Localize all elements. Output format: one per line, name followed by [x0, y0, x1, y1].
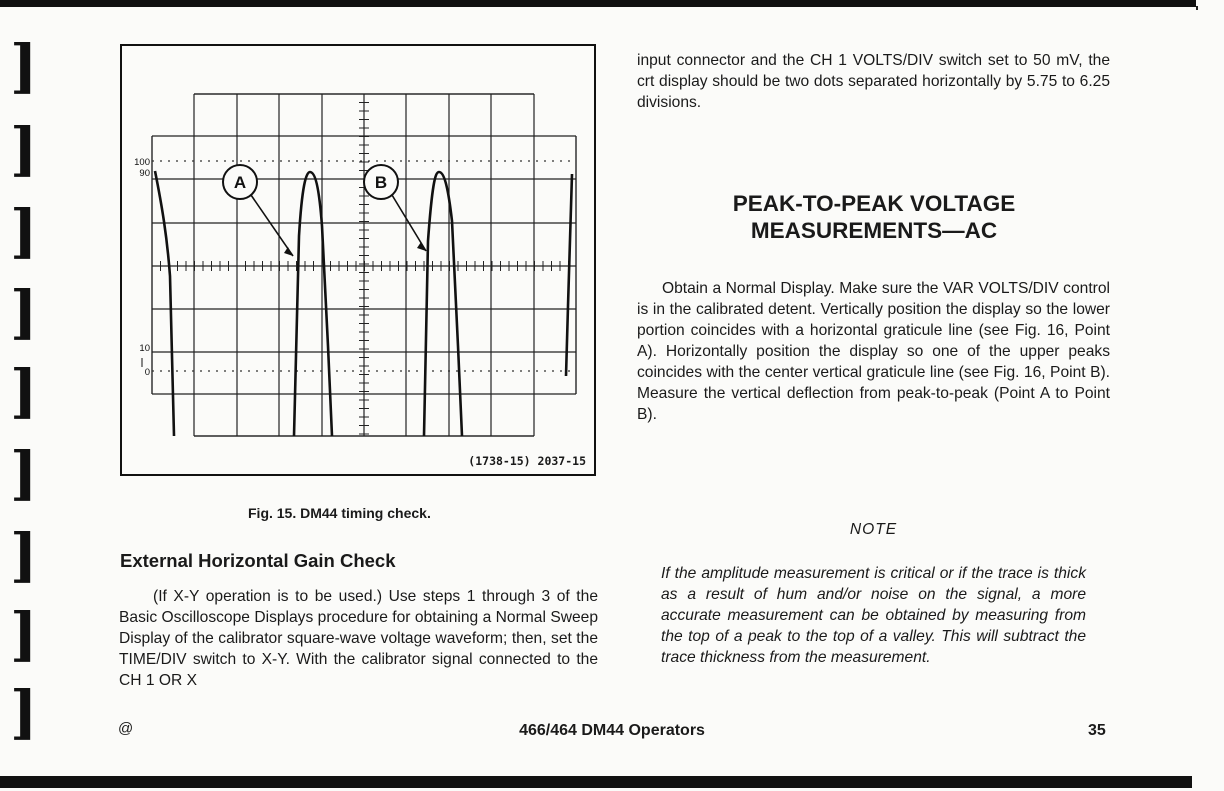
callout-arrowhead — [284, 247, 293, 256]
binding-mark: ] — [10, 439, 38, 507]
callout-leader — [251, 195, 293, 256]
binding-mark: ] — [10, 521, 38, 589]
footer-symbol: @ — [118, 720, 134, 737]
scale-label: 0 — [144, 367, 150, 378]
callout-letter: B — [374, 173, 388, 192]
callout-letter: A — [233, 173, 247, 192]
note-title: NOTE — [849, 521, 898, 538]
note-body: If the amplitude measurement is critical or if the trace is thick as a result of hum and/or noise on the signal, a more accurate measurement can be obtained by measuring from the top of a peak to the top of a valley. This will subtract the trace thickness from the measurement. — [661, 565, 1086, 666]
heading-line: MEASUREMENTS—AC — [750, 218, 998, 243]
figure-15 — [120, 44, 596, 476]
scale-label: 100 — [134, 157, 150, 168]
binding-mark: ] — [10, 197, 38, 265]
scale-label: 10 — [139, 343, 150, 354]
binding-mark: ] — [10, 600, 38, 668]
binding-mark: ] — [10, 678, 38, 746]
figure-caption: Fig. 15. DM44 timing check. — [248, 505, 431, 521]
scale-label: 90 — [139, 168, 150, 179]
paragraph-continuation: input connector and the CH 1 VOLTS/DIV switch set to 50 mV, the crt display should be two dots separated horizontally by 5.75 to 6.25 divisions. — [637, 52, 1110, 111]
footer-title: 466/464 DM44 Operators — [519, 722, 705, 739]
section-heading-external-horizontal-gain: External Horizontal Gain Check — [120, 550, 396, 571]
oscilloscope-graticule — [122, 46, 594, 474]
page-number: 35 — [1088, 722, 1106, 739]
binding-mark: ] — [10, 115, 38, 183]
paragraph-peak-to-peak: Obtain a Normal Display. Make sure the VAR VOLTS/DIV control is in the calibrated detent. Vertically position the display so the lower portion coincides with a horizontal graticule line (see Fig. 16, Point A). Horizontally position the display so one of the upper peaks coincides with the center vertical graticule line (see Fig. 16, Point B). Measure the vertical deflection from peak-to-peak (Point A to Point B). — [637, 280, 1110, 423]
callout-arrowhead — [417, 242, 426, 251]
top-border — [0, 0, 1196, 7]
binding-mark: ] — [10, 357, 38, 425]
paragraph-external-horizontal-gain: (If X-Y operation is to be used.) Use steps 1 through 3 of the Basic Oscilloscope Displays procedure for obtaining a Normal Sweep Display of the calibrator square-wave voltage waveform; then, set the TIME/DIV switch to X-Y. With the calibrator signal connected to the CH 1 OR X — [119, 588, 598, 689]
top-border-mark — [1196, 6, 1198, 10]
figure-id-label: (1738-15) 2037-15 — [468, 454, 586, 468]
binding-mark: ] — [10, 32, 38, 100]
binding-mark: ] — [10, 278, 38, 346]
section-heading-peak-to-peak — [636, 190, 1112, 244]
bottom-border — [0, 776, 1192, 788]
heading-line: PEAK-TO-PEAK VOLTAGE — [732, 191, 1016, 216]
